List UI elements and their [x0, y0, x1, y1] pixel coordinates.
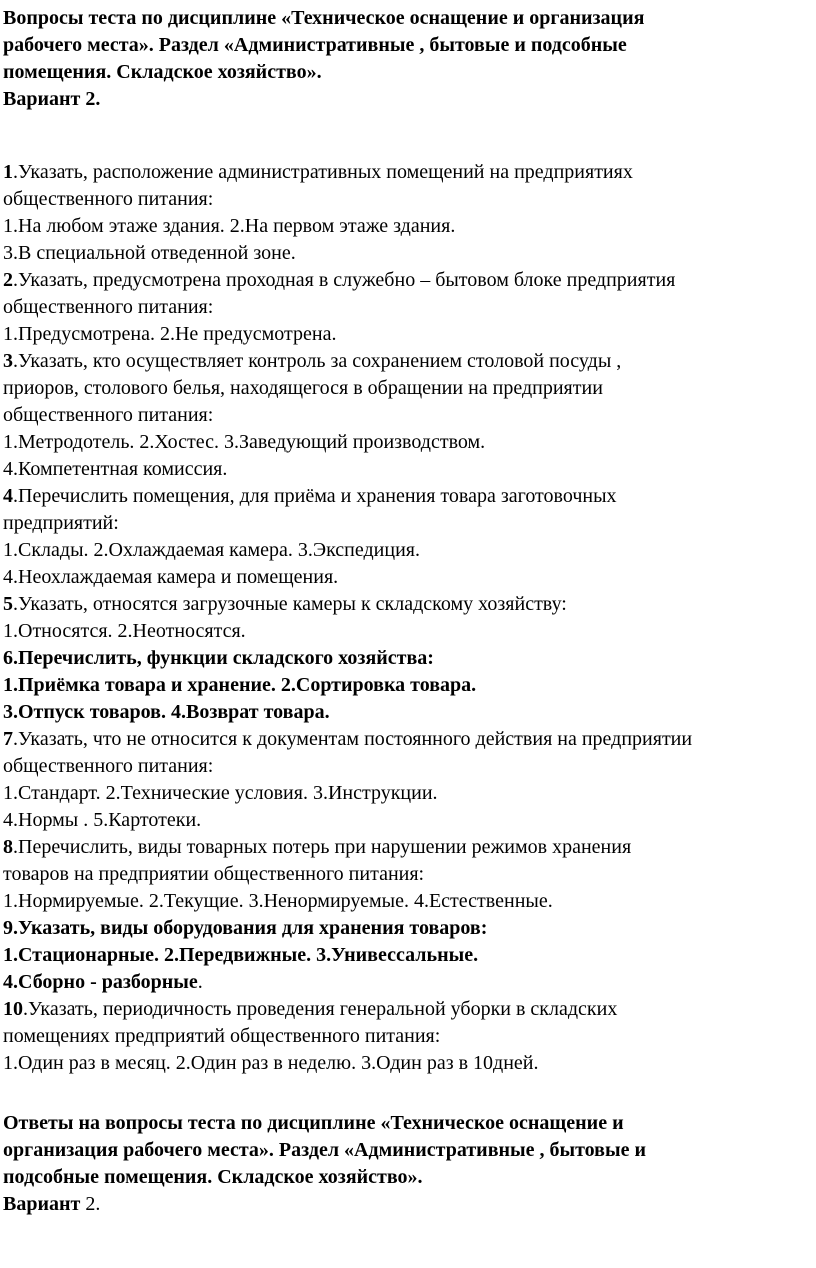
question-4-cont: предприятий: — [3, 512, 119, 534]
answer-options: 1.На любом этаже здания. 2.На первом этаже здания. — [3, 215, 456, 237]
answer-options: 3.В специальной отведенной зоне. — [3, 242, 296, 264]
question-text: .Перечислить, виды товарных потерь при нарушении режимов хранения — [13, 836, 632, 858]
answer-options: 3.Отпуск товаров. 4.Возврат товара. — [3, 701, 330, 723]
variant-label: Вариант — [3, 1193, 81, 1215]
question-4 — [3, 483, 815, 510]
answers-variant-line — [3, 1191, 813, 1218]
question-number: 7 — [3, 728, 13, 750]
answer-options: 1.Склады. 2.Охлаждаемая камера. 3.Экспедиция. — [3, 539, 420, 561]
answer-options: 4.Компетентная комиссия. — [3, 458, 228, 480]
answer-option-tail: . — [197, 971, 203, 993]
question-number: 2 — [3, 269, 13, 291]
answer-options: 1.Относятся. 2.Неотносятся. — [3, 620, 246, 642]
answer-options: 1.Один раз в месяц. 2.Один раз в неделю. 3.Один раз в 10дней. — [3, 1052, 539, 1074]
title-line-3: помещения. Складское хозяйство». — [3, 61, 322, 83]
answer-options: 1.Стандарт. 2.Технические условия. 3.Инструкции. — [3, 782, 438, 804]
question-3-cont: приоров, столового белья, находящегося в обращении на предприятии — [3, 377, 603, 399]
answer-options: 1.Стационарные. 2.Передвижные. 3.Унивессальные. — [3, 944, 479, 966]
question-9: 9.Указать, виды оборудования для хранения товаров: — [3, 917, 488, 939]
answers-title-line-1: Ответы на вопросы теста по дисциплине «Техническое оснащение и — [3, 1112, 624, 1134]
question-number: 8 — [3, 836, 13, 858]
question-6: 6.Перечислить, функции складского хозяйства: — [3, 647, 434, 669]
variant-value: 2. — [80, 1193, 101, 1215]
question-number: 3 — [3, 350, 13, 372]
question-text: .Указать, предусмотрена проходная в служебно – бытовом блоке предприятия — [13, 269, 676, 291]
answer-options: 1.Предусмотрена. 2.Не предусмотрена. — [3, 323, 337, 345]
question-number: 5 — [3, 593, 13, 615]
answer-options: 1.Приёмка товара и хранение. 2.Сортировка товара. — [3, 674, 477, 696]
question-7 — [3, 726, 815, 753]
answer-options: 4.Неохлаждаемая камера и помещения. — [3, 566, 339, 588]
answer-options — [3, 969, 815, 996]
question-7-cont: общественного питания: — [3, 755, 214, 777]
question-text: .Указать, расположение административных помещений на предприятиях — [13, 161, 633, 183]
document-title — [3, 5, 813, 113]
question-number: 4 — [3, 485, 13, 507]
question-3-cont: общественного питания: — [3, 404, 214, 426]
question-8-cont: товаров на предприятии общественного питания: — [3, 863, 425, 885]
question-2 — [3, 267, 815, 294]
title-line-2: рабочего места». Раздел «Административные , бытовые и подсобные — [3, 34, 627, 56]
answer-options: 1.Метродотель. 2.Хостес. 3.Заведующий производством. — [3, 431, 486, 453]
question-3 — [3, 348, 815, 375]
question-1 — [3, 159, 815, 186]
question-number: 1 — [3, 161, 13, 183]
question-5 — [3, 591, 815, 618]
answers-title-line-3: подсобные помещения. Складское хозяйство». — [3, 1166, 423, 1188]
question-text: .Указать, периодичность проведения генеральной уборки в складских — [23, 998, 618, 1020]
answers-title-line-2: организация рабочего места». Раздел «Административные , бытовые и — [3, 1139, 646, 1161]
question-10-cont: помещениях предприятий общественного питания: — [3, 1025, 441, 1047]
answer-option-bold: 4.Сборно - разборные — [3, 971, 198, 993]
question-text: .Указать, кто осуществляет контроль за сохранением столовой посуды , — [13, 350, 622, 372]
question-10 — [3, 996, 815, 1023]
questions-section — [3, 159, 815, 1077]
question-number: 10 — [3, 998, 23, 1020]
answer-options: 4.Нормы . 5.Картотеки. — [3, 809, 202, 831]
answers-title — [3, 1110, 813, 1218]
question-1-cont: общественного питания: — [3, 188, 214, 210]
question-text: .Указать, что не относится к документам постоянного действия на предприятии — [13, 728, 693, 750]
question-text: .Перечислить помещения, для приёма и хранения товара заготовочных — [13, 485, 617, 507]
question-2-cont: общественного питания: — [3, 296, 214, 318]
answer-options: 1.Нормируемые. 2.Текущие. 3.Ненормируемые. 4.Естественные. — [3, 890, 553, 912]
variant-line: Вариант 2. — [3, 88, 101, 110]
question-8 — [3, 834, 815, 861]
title-line-1: Вопросы теста по дисциплине «Техническое оснащение и организация — [3, 7, 645, 29]
question-text: .Указать, относятся загрузочные камеры к складскому хозяйству: — [13, 593, 567, 615]
